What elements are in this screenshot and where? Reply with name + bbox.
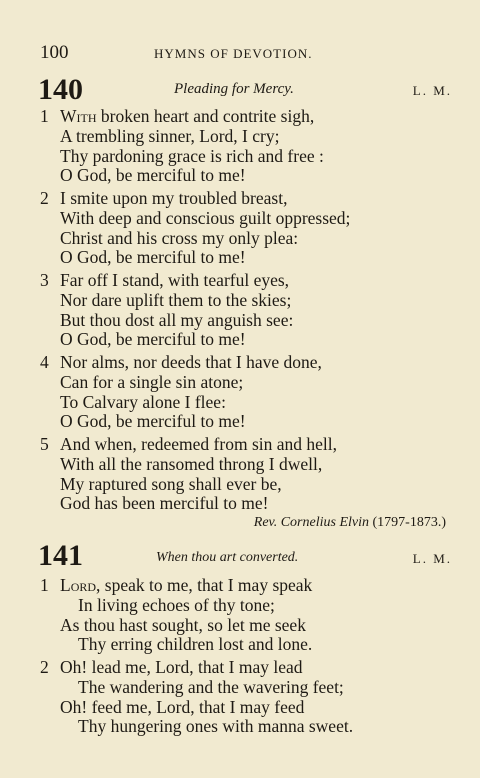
verse-line-text: With deep and conscious guilt oppressed;: [60, 208, 351, 228]
hymn-title: When thou art converted.: [156, 550, 299, 565]
verse-line-text: Can for a single sin atone;: [60, 372, 244, 392]
verse-line-text: O God, be merciful to me!: [60, 329, 246, 349]
hymn-meter: L. M.: [412, 83, 452, 98]
verse-line-text: With all the ransomed throng I dwell,: [60, 454, 323, 474]
verse-line-text: The wandering and the wavering feet;: [78, 677, 344, 697]
verse-first-word: With: [60, 106, 97, 126]
verse-number: 3: [40, 270, 49, 290]
verse-number: 1: [40, 106, 49, 126]
verse-number: 2: [40, 188, 49, 208]
verse-line-text: , speak to me, that I may speak: [96, 575, 313, 595]
hymn-meter: L. M.: [412, 551, 452, 566]
verse-line-text: And when, redeemed from sin and hell,: [60, 434, 338, 454]
verse-line-text: I smite upon my troubled breast,: [60, 188, 288, 208]
hymn-number: 141: [38, 539, 83, 572]
verse-line-text: broken heart and contrite sigh,: [96, 106, 315, 126]
verse-line-text: Thy hungering ones with manna sweet.: [78, 716, 354, 736]
verse-line-text: To Calvary alone I flee:: [60, 392, 226, 412]
verse-number: 4: [40, 352, 49, 372]
hymn-141-heading: [38, 540, 452, 576]
verse-first-word: Lord: [60, 575, 97, 595]
verse-number: 2: [40, 657, 49, 677]
verse-line-text: O God, be merciful to me!: [60, 411, 246, 431]
verse-line-text: A trembling sinner, Lord, I cry;: [60, 126, 280, 146]
verse-number: 5: [40, 434, 49, 454]
verse-line-text: As thou hast sought, so let me seek: [60, 615, 306, 635]
verse-line-text: Christ and his cross my only plea:: [60, 228, 299, 248]
verse-line-text: Nor dare uplift them to the skies;: [60, 290, 292, 310]
verse-number: 1: [40, 575, 49, 595]
verse-line-text: Nor alms, nor deeds that I have done,: [60, 352, 322, 372]
verse-line-text: O God, be merciful to me!: [60, 247, 246, 267]
page-number: 100: [40, 42, 69, 63]
verse-line-text: Oh! feed me, Lord, that I may feed: [60, 697, 305, 717]
hymn-140-heading: [38, 74, 452, 110]
verse-line-text: In living echoes of thy tone;: [78, 595, 275, 615]
verse-line-text: My raptured song shall ever be,: [60, 474, 282, 494]
verse-line-text: God has been merciful to me!: [60, 493, 269, 513]
verse-line-text: Oh! lead me, Lord, that I may lead: [60, 657, 303, 677]
hymn-number: 140: [38, 73, 83, 106]
verse-line-text: O God, be merciful to me!: [60, 165, 246, 185]
verse-line-text: But thou dost all my anguish see:: [60, 310, 294, 330]
verse-line-text: Thy pardoning grace is rich and free :: [60, 146, 324, 166]
verse-line-text: Thy erring children lost and lone.: [78, 634, 313, 654]
hymn-title: Pleading for Mercy.: [174, 81, 294, 97]
author-dates: (1797-1873.): [369, 515, 446, 530]
hymn-attribution: [254, 515, 446, 531]
page-header: [40, 42, 450, 62]
verse-line-text: Far off I stand, with tearful eyes,: [60, 270, 290, 290]
author-name: Rev. Cornelius Elvin: [253, 515, 369, 530]
running-title: HYMNS OF DEVOTION.: [154, 46, 313, 61]
